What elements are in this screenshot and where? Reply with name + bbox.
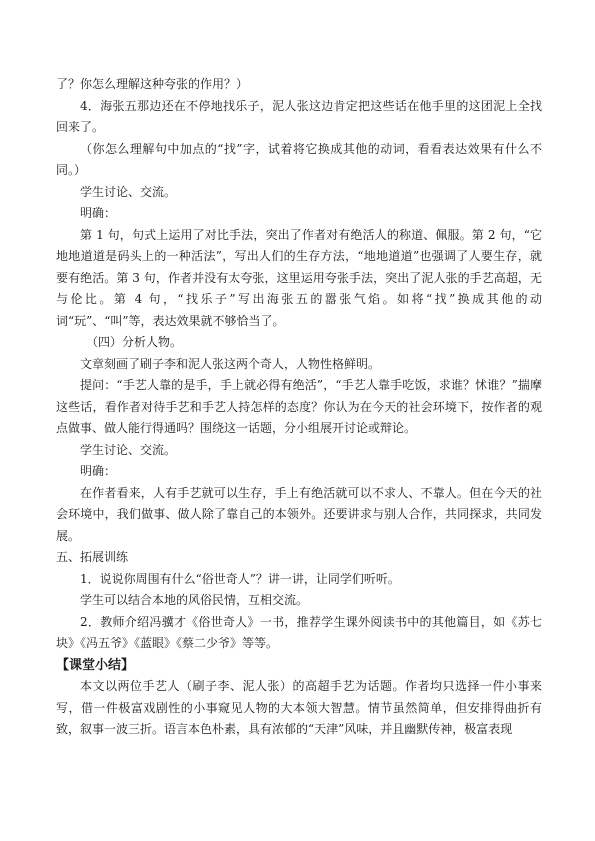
- paragraph-clarify-answer: 第 1 句，句式上运用了对比手法，突出了作者对有绝活人的称道、佩服。第 2 句，“它地地道道是码头上的一种活法”，写出人们的生存方法，“地地道道”也强调了人要生存，就要有绝活。第 3 句，作者并没有太夸张，这里运用夸张手法，突出了泥人张的手艺高超，无与伦比。第 4 句，“找乐子”写出海张五的嚣张气焰。如将“找”换成其他的动词“玩”、“叫”等，表达效果就不够恰当了。: [56, 227, 542, 328]
- paragraph-characters-intro: 文章刻画了刷子李和泥人张这两个奇人，人物性格鲜明。: [80, 356, 381, 371]
- paragraph-question-prompt: 提问：“手艺人靠的是手，手上就必得有绝活”，“手艺人靠手吃饭，求谁？怵谁？”揣摩这些话，看作者对待手艺和手艺人持怎样的态度？你认为在今天的社会环境下，按作者的观点做事、做人能行得通吗？围绕这一话题，分小组展开讨论或辩论。: [56, 378, 542, 435]
- paragraph-question-find: （你怎么理解句中加点的“找”字，试着将它换成其他的动词，看看表达效果有什么不同。）: [56, 141, 542, 177]
- paragraph-clarify-label: 明确：: [80, 206, 117, 220]
- section-heading-summary: 【课堂小结】: [56, 657, 135, 673]
- paragraph-extension-2: 2．教师介绍冯骥才《俗世奇人》一书，推荐学生课外阅读书中的其他篇目，如《苏七块》《冯五爷》《蓝眼》《蔡二少爷》等等。: [56, 614, 542, 650]
- paragraph-extension-1: 1．说说你周围有什么“俗世奇人”？讲一讲，让同学们听听。: [80, 571, 400, 586]
- paragraph-student-discussion-2: 学生讨论、交流。: [80, 442, 177, 457]
- paragraph-section-analyze-characters: （四）分析人物。: [86, 335, 183, 349]
- paragraph-item-4: 4．海张五那边还在不停地找乐子，泥人张这边肯定把这些话在他手里的这团泥上全找回来了。: [56, 98, 542, 134]
- paragraph-question-continuation: 了？你怎么理解这种夸张的作用？）: [56, 77, 249, 91]
- paragraph-student-discussion: 学生讨论、交流。: [80, 184, 177, 199]
- paragraph-clarify-answer-2: 在作者看来，人有手艺就可以生存，手上有绝活就可以不求人、不靠人。但在今天的社会环境中，我们做事、做人除了靠自己的本领外。还要讲求与别人合作，共同探求，共同发展。: [56, 485, 542, 543]
- document-body: [56, 74, 542, 741]
- paragraph-extension-note: 学生可以结合本地的风俗民情，互相交流。: [80, 593, 309, 607]
- paragraph-clarify-label-2: 明确：: [80, 464, 117, 478]
- paragraph-summary: 本文以两位手艺人（刷子李、泥人张）的高超手艺为话题。作者均只选择一件小事来写，借一件极富戏剧性的小事窥见人物的大本领大智慧。情节虽然简单，但安排得曲折有致，叙事一波三折。语言本色朴素，具有浓郁的“天津”风味，并且幽默传神，极富表现: [56, 679, 542, 736]
- section-heading-extension: 五、拓展训练: [56, 550, 129, 564]
